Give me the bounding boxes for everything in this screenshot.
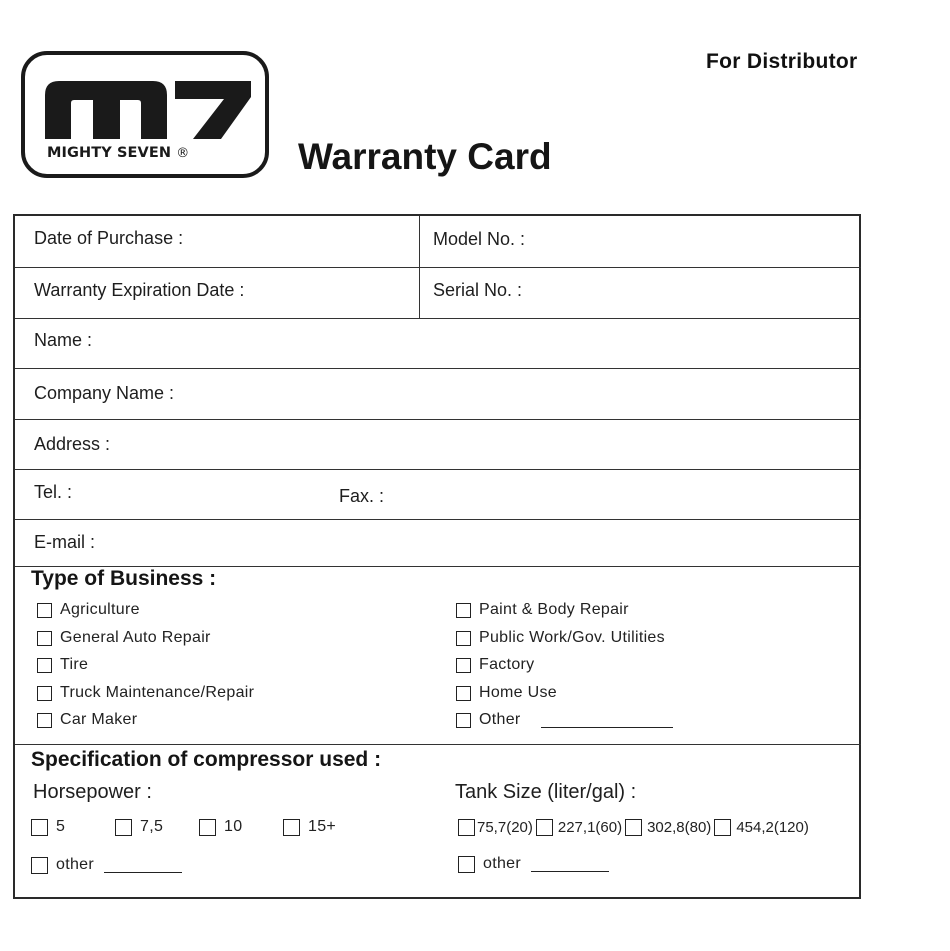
email-field[interactable]: E-mail : xyxy=(34,532,96,552)
section-divider xyxy=(15,744,861,745)
serial-no-field[interactable]: Serial No. : xyxy=(433,280,523,300)
for-distributor-label: For Distributor xyxy=(706,50,858,73)
tank-other-blank-line[interactable] xyxy=(531,870,609,872)
option-public-work[interactable]: Public Work/Gov. Utilities xyxy=(456,629,665,647)
option-agriculture[interactable]: Agriculture xyxy=(37,601,140,619)
warranty-form xyxy=(13,214,861,899)
tank-options-row xyxy=(458,819,809,836)
option-tire[interactable]: Tire xyxy=(37,656,88,674)
checkbox[interactable] xyxy=(199,819,216,836)
option-home-use[interactable]: Home Use xyxy=(456,684,557,702)
checkbox[interactable] xyxy=(115,819,132,836)
name-field[interactable]: Name : xyxy=(34,330,93,350)
tank-option-454-2[interactable]: 454,2(120) xyxy=(736,819,809,836)
row-divider xyxy=(15,469,861,470)
m7-logo-mark xyxy=(25,59,265,147)
checkbox[interactable] xyxy=(536,819,553,836)
hp-option-15-plus[interactable]: 15+ xyxy=(283,818,336,836)
option-truck-maintenance[interactable]: Truck Maintenance/Repair xyxy=(37,684,254,702)
option-general-auto-repair[interactable]: General Auto Repair xyxy=(37,629,211,647)
checkbox[interactable] xyxy=(456,713,471,728)
option-car-maker[interactable]: Car Maker xyxy=(37,711,137,729)
date-of-purchase-field[interactable]: Date of Purchase : xyxy=(34,228,184,248)
tank-option-75-7[interactable]: 75,7(20) xyxy=(477,819,533,836)
m7-logo xyxy=(21,51,269,178)
checkbox[interactable] xyxy=(283,819,300,836)
other-blank-line[interactable] xyxy=(541,726,673,728)
row-divider xyxy=(15,267,861,268)
checkbox[interactable] xyxy=(625,819,642,836)
hp-option-7-5[interactable]: 7,5 xyxy=(115,818,163,836)
fax-field[interactable]: Fax. : xyxy=(339,486,385,506)
model-no-field[interactable]: Model No. : xyxy=(433,229,526,249)
page-title: Warranty Card xyxy=(298,136,552,177)
checkbox[interactable] xyxy=(714,819,731,836)
checkbox[interactable] xyxy=(31,819,48,836)
checkbox[interactable] xyxy=(458,856,475,873)
tel-field[interactable]: Tel. : xyxy=(34,482,73,502)
checkbox[interactable] xyxy=(456,686,471,701)
hp-option-10[interactable]: 10 xyxy=(199,818,242,836)
company-name-field[interactable]: Company Name : xyxy=(34,383,175,403)
checkbox[interactable] xyxy=(37,658,52,673)
hp-option-5[interactable]: 5 xyxy=(31,818,65,836)
checkbox[interactable] xyxy=(37,603,52,618)
specification-title: Specification of compressor used : xyxy=(31,748,382,771)
checkbox[interactable] xyxy=(37,631,52,646)
address-field[interactable]: Address : xyxy=(34,434,111,454)
option-paint-body-repair[interactable]: Paint & Body Repair xyxy=(456,601,629,619)
type-of-business-title: Type of Business : xyxy=(31,567,217,590)
checkbox[interactable] xyxy=(37,713,52,728)
tank-size-label: Tank Size (liter/gal) : xyxy=(455,781,637,803)
row-divider xyxy=(15,419,861,420)
option-factory[interactable]: Factory xyxy=(456,656,534,674)
checkbox[interactable] xyxy=(456,603,471,618)
option-other[interactable]: Other xyxy=(456,711,673,729)
tank-option-302-8[interactable]: 302,8(80) xyxy=(647,819,712,836)
checkbox[interactable] xyxy=(458,819,475,836)
tank-option-other[interactable]: other xyxy=(458,855,609,873)
hp-option-other[interactable]: other xyxy=(31,856,182,874)
checkbox[interactable] xyxy=(456,658,471,673)
warranty-expiration-field[interactable]: Warranty Expiration Date : xyxy=(34,280,245,300)
logo-brand-text: MIGHTY SEVEN ® xyxy=(47,145,190,161)
row-divider xyxy=(15,368,861,369)
checkbox[interactable] xyxy=(37,686,52,701)
row-divider xyxy=(15,318,861,319)
row-divider xyxy=(15,519,861,520)
checkbox[interactable] xyxy=(31,857,48,874)
tank-option-227-1[interactable]: 227,1(60) xyxy=(557,819,623,836)
horsepower-label: Horsepower : xyxy=(33,781,152,803)
checkbox[interactable] xyxy=(456,631,471,646)
hp-other-blank-line[interactable] xyxy=(104,871,182,873)
